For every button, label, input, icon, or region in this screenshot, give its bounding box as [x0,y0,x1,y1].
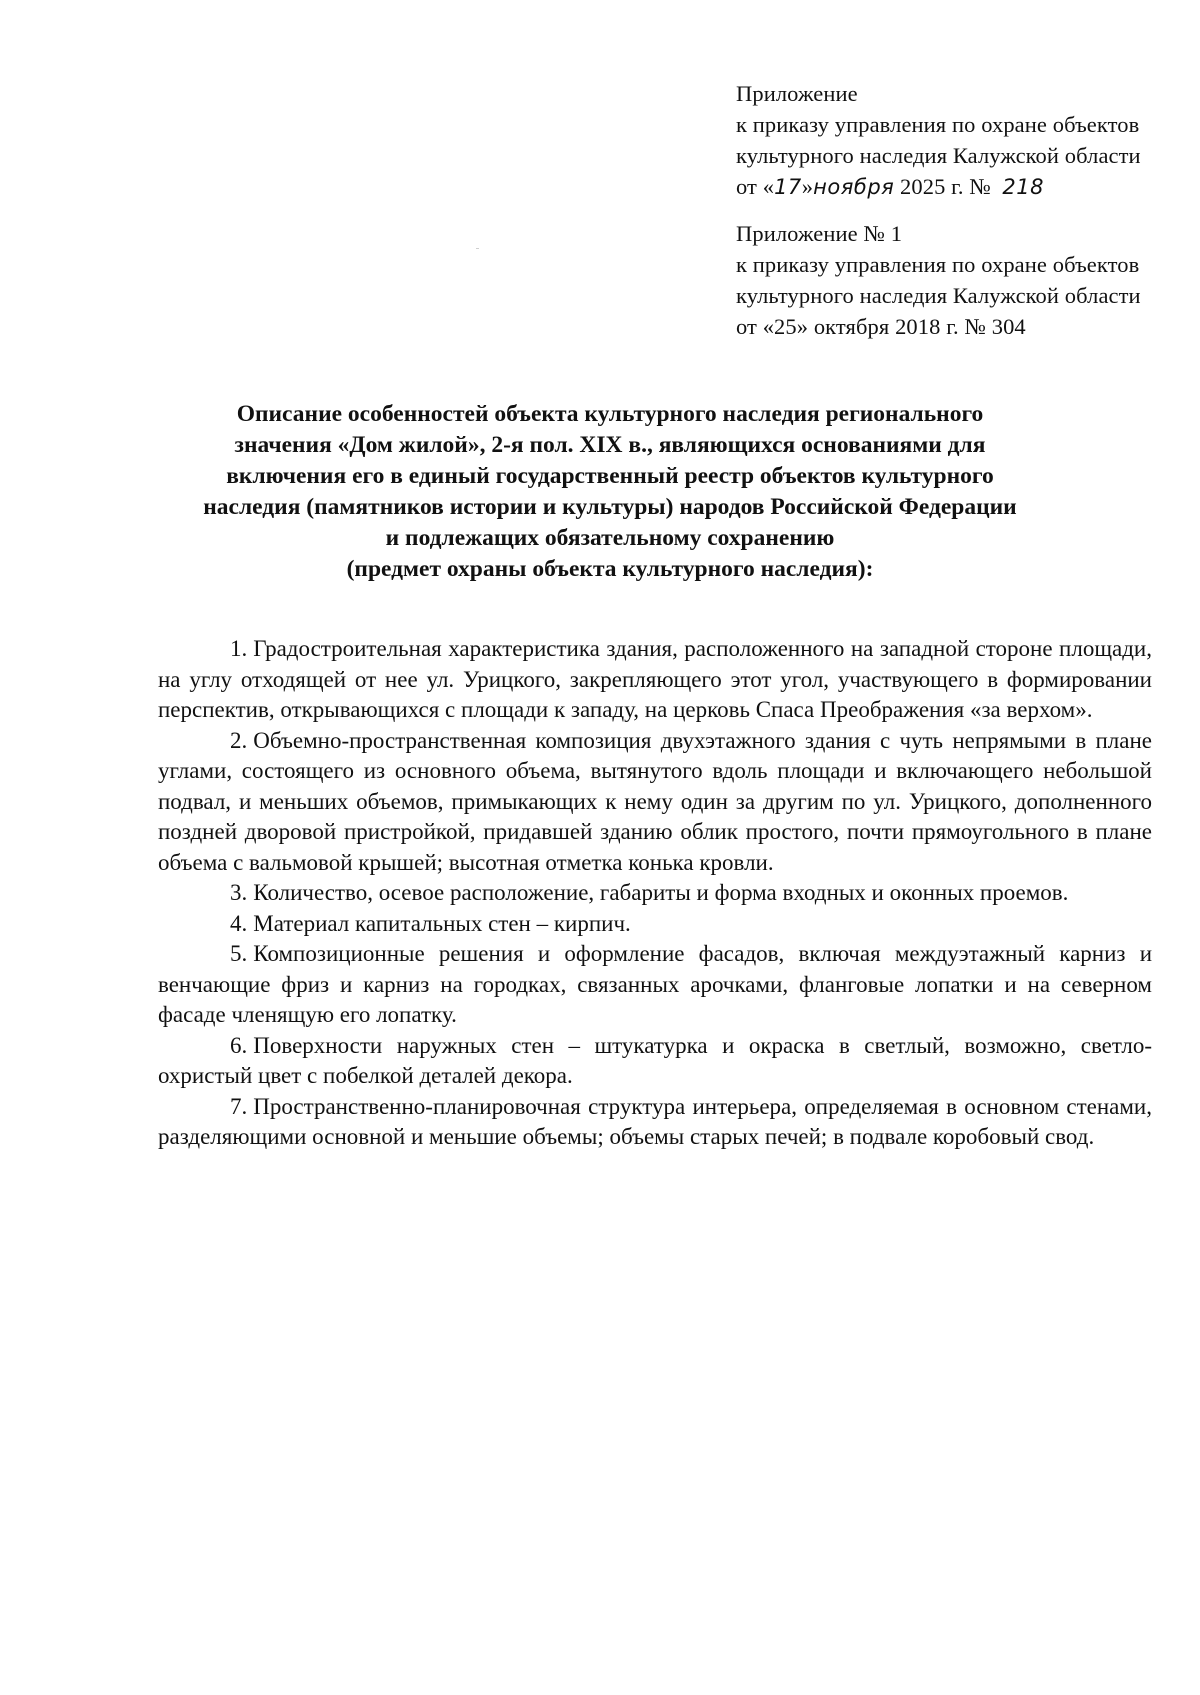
handwritten-month: ноября [813,175,895,199]
document-title-line: Описание особенностей объекта культурного наследия регионального [236,401,984,427]
annex-current-year: 2025 г. № [900,174,991,199]
list-item-number: 2. [230,727,248,753]
list-item-text: Объемно-пространственная композиция двухэтажного здания с чуть непрямыми в плане углами, состоящего из основного объема, вытянутого вдоль площади и включающего небольшой подвал, и меньших объемов, примыкающих к нему один за другим по ул. Урицкого, дополненного поздней дворовой пристройкой, придавшей зданию облик простого, почти прямоугольного в плане объема с вальмовой крышей; высотная отметка конька кровли. [158,727,1152,875]
list-item-text: Поверхности наружных стен – штукатурка и окраска в светлый, возможно, светло-охристый цвет с побелкой деталей декора. [158,1032,1152,1088]
annex-current-title: Приложение [736,81,858,106]
annex-current-date-mid: » [801,174,814,199]
list-item [158,909,1152,940]
annex-previous-line-1: к приказу управления по охране объектов [736,252,1140,277]
document-title-line: значения «Дом жилой», 2-я пол. XIX в., являющихся основаниями для [234,432,986,458]
list-item [158,634,1152,726]
handwritten-number: 218 [1002,175,1044,199]
list-item [158,1031,1152,1092]
annex-current-date-line [736,171,1176,203]
list-item-text: Композиционные решения и оформление фасадов, включая междуэтажный карниз и венчающие фриз и карниз на городках, связанных арочками, фланговые лопатки и на северном фасаде членящую его лопатку. [158,941,1152,1027]
handwritten-day: 17 [774,175,802,199]
list-item-text: Пространственно-планировочная структура интерьера, определяемая в основном стенами, разделяющими основной и меньшие объемы; объемы старых печей; в подвале коробовый свод. [158,1093,1152,1149]
annex-previous-date-line: от «25» октября 2018 г. № 304 [736,314,1026,339]
document-title-line: наследия (памятников истории и культуры) народов Российской Федерации [203,494,1017,520]
list-item-number: 7. [230,1093,248,1119]
annex-previous-line-2: культурного наследия Калужской области [736,283,1141,308]
list-item-number: 5. [230,941,248,966]
list-item-number: 1. [230,636,248,661]
list-item-number: 6. [230,1032,248,1058]
annex-current-line-2: культурного наследия Калужской области [736,143,1141,168]
list-item [158,726,1152,879]
list-item-number: 4. [230,910,248,936]
annex-current-date-prefix: от « [736,174,775,199]
document-title-line: включения его в единый государственный реестр объектов культурного [226,463,994,489]
list-item-text: Материал капитальных стен – кирпич. [253,910,631,936]
document-title-line: и подлежащих обязательному сохранению [385,525,835,551]
document-title [150,399,1070,585]
list-item-text: Градостроительная характеристика здания, расположенного на западной стороне площади, на углу отходящей от нее ул. Урицкого, закрепляющего этот угол, участвующего в формировании перспектив, открывающихся с площади к западу, на церковь Спаса Преображения «за верхом». [158,636,1152,722]
annex-current-header [736,78,1176,203]
protection-items-list [158,634,1152,1153]
list-item [158,1092,1152,1153]
document-title-line: (предмет охраны объекта культурного наследия): [346,556,874,582]
list-item-number: 3. [230,880,248,905]
annex-current-line-1: к приказу управления по охране объектов [736,112,1140,137]
annex-previous-title: Приложение № 1 [736,221,903,246]
list-item [158,878,1152,909]
scan-speck [476,248,479,249]
list-item [158,939,1152,1031]
annex-previous-header [736,218,1176,342]
list-item-text: Количество, осевое расположение, габариты и форма входных и оконных проемов. [253,880,1069,905]
